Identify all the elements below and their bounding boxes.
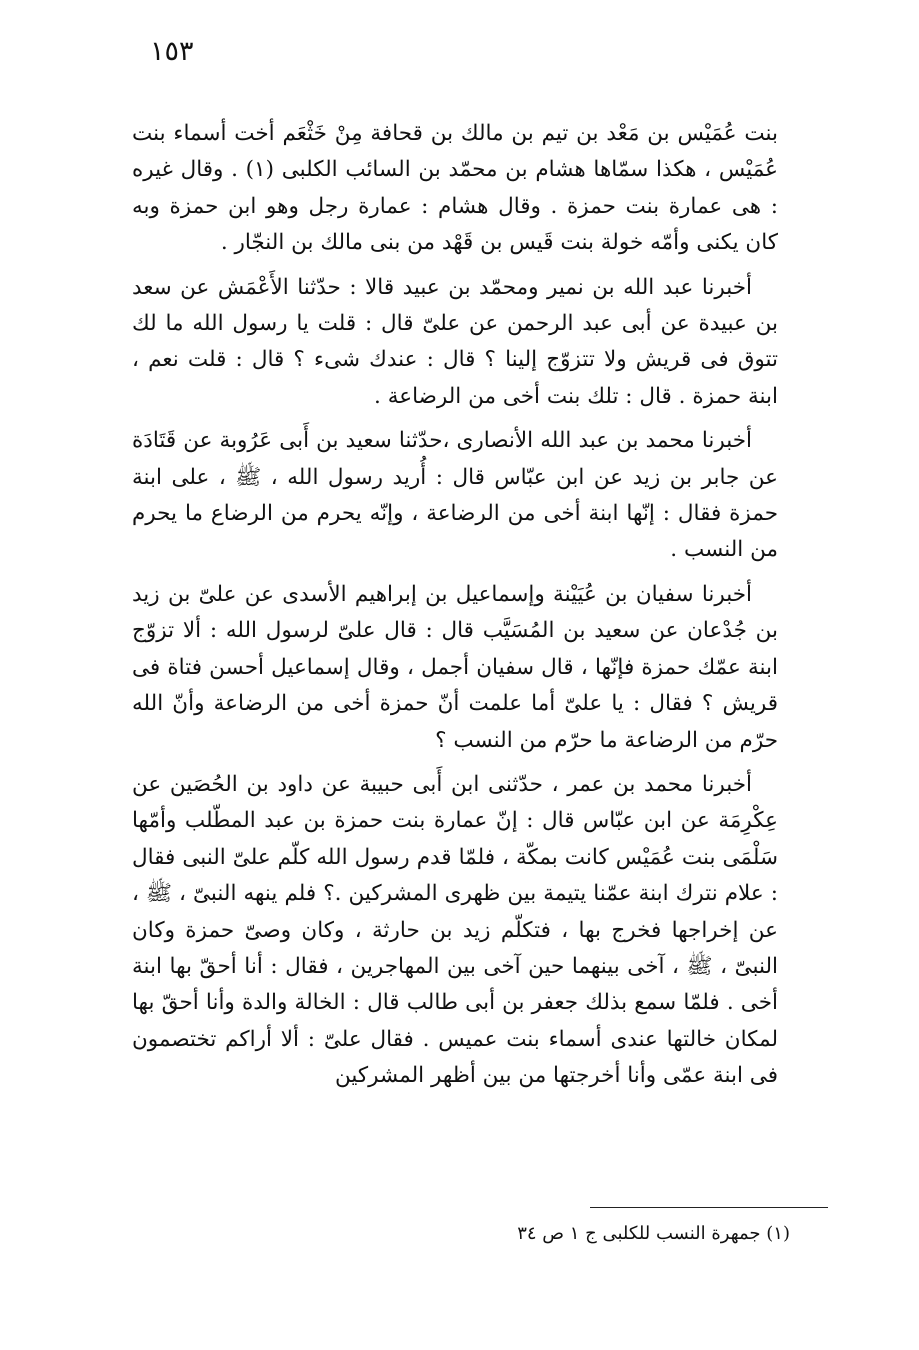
paragraph-1: بنت عُمَيْس بن مَعْد بن تيم بن مالك بن قحافة مِنْ خَثْعَم أخت أسماء بنت عُمَيْس ، هكذا سمّاها هشام بن محمّد بن السائب الكلبى (١) . وقال غيره : هى عمارة بنت حمزة . وقال هشام : عمارة رجل وهو ابن حمزة وبه كان يكنى وأمّه خولة بنت قَيس بن قَهْد من بنى مالك بن النجّار . [132, 121, 778, 256]
paragraph-5: أخبرنا محمد بن عمر ، حدّثنى ابن أَبى حبيبة عن داود بن الحُصَين عن عِكْرِمَة عن ابن عبّاس قال : إنّ عمارة بنت حمزة بن عبد المطّلب وأمّها سَلْمَى بنت عُمَيْس كانت بمكّة ، فلمّا قدم رسول الله كلّم علىّ النبى فقال : علام نترك ابنة عمّنا يتيمة بين ظهرى المشركين .؟ فلم ينهه النبىّ ، ﷺ ، عن إخراجها فخرج بها ، فتكلّم زيد بن حارثة ، وكان وصىّ حمزة وكان النبىّ ، ﷺ ، آخى بينهما حين آخى بين المهاجرين ، فقال : أنا أحقّ بها ابنة أخى . فلمّا سمع بذلك جعفر بن أبى طالب قال : الخالة والدة وأنا أحقّ بها لمكان خالتها عندى أسماء بنت عميس . فقال علىّ : ألا أراكم تختصمون فى ابنة عمّى وأنا أخرجتها من بين أظهر المشركين [132, 771, 778, 1089]
paragraph-2: أخبرنا عبد الله بن نمير ومحمّد بن عبيد قالا : حدّثنا الأَعْمَش عن سعد بن عبيدة عن أبى عبد الرحمن عن علىّ قال : قلت يا رسول الله ما لك تتوق فى قريش ولا تتزوّج إلينا ؟ قال : عندك شىء ؟ قال : قلت نعم ، ابنة حمزة . قال : تلك بنت أخى من الرضاعة . [132, 274, 778, 409]
footnote-divider [590, 1207, 828, 1208]
main-text-block [132, 116, 778, 1103]
footnote: (١) جمهرة النسب للكلبى ج ١ ص ٣٤ [517, 1223, 790, 1244]
paragraph-3: أخبرنا محمد بن عبد الله الأنصارى ،حدّثنا سعيد بن أَبى عَرُوبة عن قَتَادَة عن جابر بن زيد عن ابن عبّاس قال : أُريد رسول الله ، ﷺ ، على ابنة حمزة فقال : إنّها ابنة أخى من الرضاعة ، وإنّه يحرم من الرضاع ما يحرم من النسب . [132, 428, 778, 563]
paragraph-4: أخبرنا سفيان بن عُيَيْنة وإسماعيل بن إبراهيم الأسدى عن علىّ بن زيد بن جُدْعان عن سعيد بن المُسَيَّب قال : قال علىّ لرسول الله : ألا تزوّج ابنة عمّك حمزة فإنّها ، قال سفيان أجمل ، وقال إسماعيل أحسن فتاة فى قريش ؟ فقال : يا علىّ أما علمت أنّ حمزة أخى من الرضاعة وأنّ الله حرّم من الرضاعة ما حرّم من النسب ؟ [132, 581, 778, 753]
page-number: ١٥٣ [150, 36, 194, 67]
